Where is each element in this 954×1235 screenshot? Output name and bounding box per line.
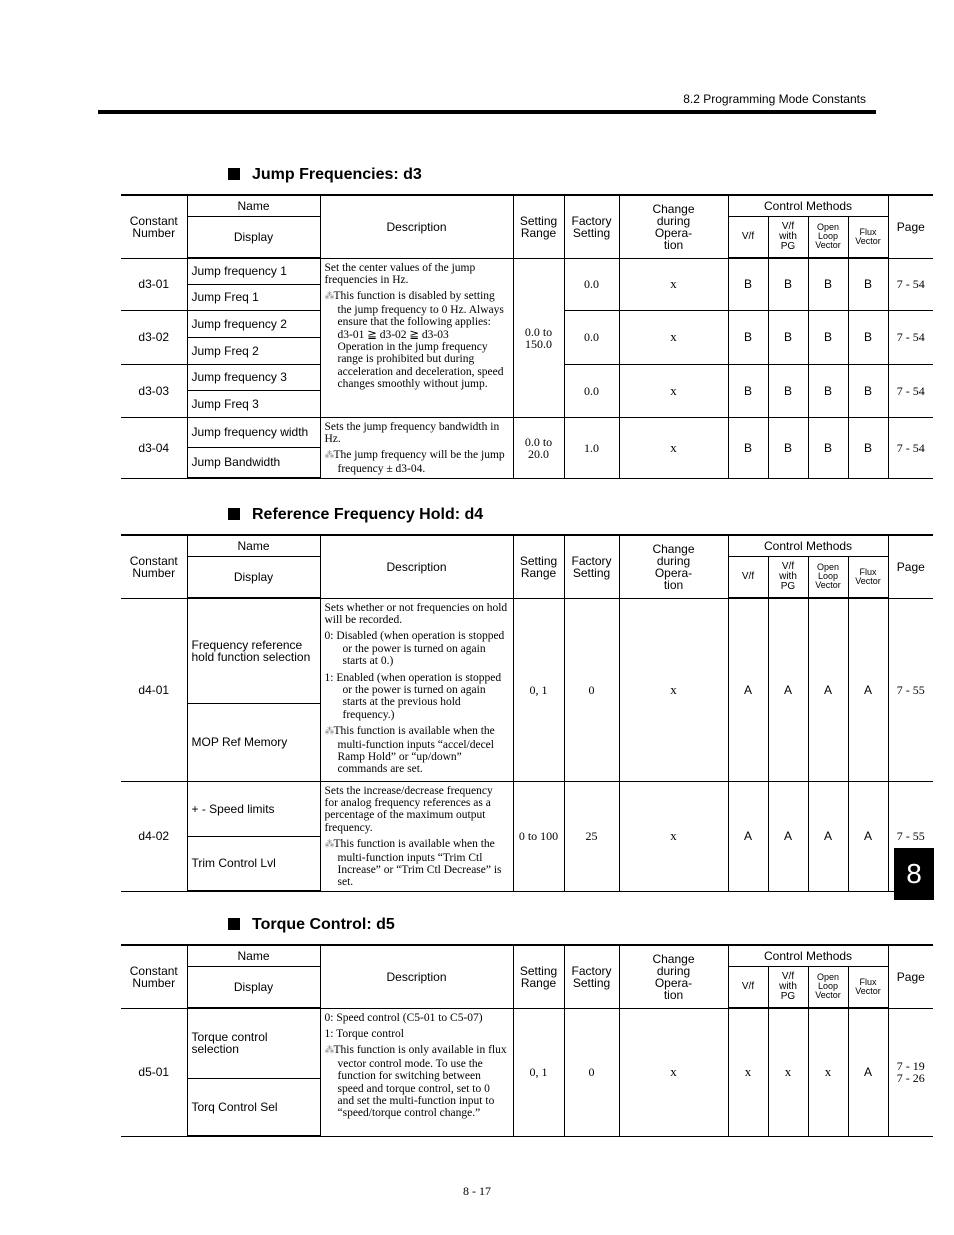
table-row — [121, 598, 933, 703]
change-during-operation: x — [619, 364, 728, 417]
note-text: ⁂This function is available when the multi-function inputs “Trim Ctl Increase” or “Trim Ctl Decrease” is set. — [324, 838, 502, 889]
access-open-loop-vector: A — [808, 598, 848, 781]
access-open-loop-vector: A — [808, 781, 848, 891]
parameter-name: + - Speed limits — [187, 781, 320, 836]
note-text: ⁂This function is only available in flux vector control mode. To use the function for switching between speed and torque control, set to 0 and set the multi-function input to “speed/torque control change.” — [324, 1044, 507, 1120]
note-icon: ⁂ — [324, 839, 334, 851]
vf-pg-header: V/f with PG — [768, 216, 808, 258]
setting-range-header: Setting Range — [513, 535, 564, 598]
section-bullet-icon — [228, 168, 240, 180]
option-text: 1: Enabled (when operation is stopped or the power is turned on again starts at the previous hold frequency.) — [324, 671, 502, 721]
change-during-operation: x — [619, 598, 728, 781]
page-reference: 7 - 55 — [888, 598, 933, 781]
note-icon: ⁂ — [324, 291, 334, 303]
table-row — [121, 781, 933, 836]
description-header: Description — [320, 945, 513, 1008]
factory-setting: 0.0 — [564, 258, 619, 310]
option-text: 1: Torque control — [324, 1027, 404, 1040]
access-flux-vector: A — [848, 598, 888, 781]
access-vf-pg: B — [768, 417, 808, 478]
section-title-d3 — [228, 166, 422, 184]
table-row — [121, 258, 933, 284]
vf-pg-header: V/f with PG — [768, 556, 808, 598]
access-flux-vector: B — [848, 258, 888, 310]
change-during-operation-header: Change during Opera- tion — [619, 535, 728, 598]
change-during-operation-header: Change during Opera- tion — [619, 195, 728, 258]
table-row — [121, 417, 933, 447]
access-vf: B — [728, 417, 768, 478]
section-title-d5 — [228, 916, 395, 934]
page-header: Page — [888, 535, 933, 598]
vf-header: V/f — [728, 556, 768, 598]
table-row — [121, 1008, 933, 1078]
description-cell — [320, 598, 513, 781]
access-flux-vector: B — [848, 417, 888, 478]
parameter-name: Torque control selection — [187, 1008, 320, 1078]
factory-setting: 0 — [564, 598, 619, 781]
section-bullet-icon — [228, 508, 240, 520]
access-open-loop-vector: x — [808, 1008, 848, 1136]
parameter-display: Jump Freq 1 — [187, 284, 320, 310]
parameter-display: Trim Control Lvl — [187, 836, 320, 891]
section-title-text: Jump Frequencies: d3 — [252, 166, 422, 183]
running-header: 8.2 Programming Mode Constants — [683, 92, 866, 106]
option-text: 0: Speed control (C5-01 to C5-07) — [324, 1011, 483, 1024]
note-formula: d3-01 ≧ d3-02 ≧ d3-03 — [337, 328, 449, 341]
torque-control-table — [121, 944, 933, 1137]
setting-range: 0, 1 — [513, 598, 564, 781]
note-icon: ⁂ — [324, 726, 334, 738]
flux-vector-header: Flux Vector — [848, 966, 888, 1008]
setting-range: 0, 1 — [513, 1008, 564, 1136]
note-text: ⁂The jump frequency will be the jump frequency ± d3-04. — [324, 449, 505, 475]
constant-number: d3-02 — [121, 310, 187, 364]
parameter-name: Jump frequency 1 — [187, 258, 320, 284]
reference-frequency-hold-table — [121, 534, 933, 892]
access-vf: B — [728, 310, 768, 364]
section-bullet-icon — [228, 918, 240, 930]
constant-number: d3-03 — [121, 364, 187, 417]
display-header: Display — [187, 216, 320, 258]
setting-range: 0 to 100 — [513, 781, 564, 891]
access-vf-pg: B — [768, 310, 808, 364]
flux-vector-header: Flux Vector — [848, 216, 888, 258]
factory-setting: 0.0 — [564, 310, 619, 364]
access-vf-pg: x — [768, 1008, 808, 1136]
description-cell — [320, 417, 513, 478]
access-open-loop-vector: B — [808, 310, 848, 364]
control-methods-header: Control Methods — [728, 535, 888, 556]
chapter-tab-marker: 8 — [894, 848, 934, 900]
name-header: Name — [187, 195, 320, 216]
constant-number-header: Constant Number — [121, 535, 187, 598]
access-flux-vector: A — [848, 781, 888, 891]
change-during-operation: x — [619, 417, 728, 478]
description-text: Sets whether or not frequencies on hold will be recorded. — [324, 601, 508, 626]
page-reference: 7 - 54 — [888, 258, 933, 310]
name-header: Name — [187, 945, 320, 966]
name-header: Name — [187, 535, 320, 556]
page-header: Page — [888, 195, 933, 258]
section-title-text: Torque Control: d5 — [252, 916, 395, 933]
change-during-operation: x — [619, 310, 728, 364]
page-reference: 7 - 54 — [888, 417, 933, 478]
setting-range: 0.0 to 20.0 — [513, 417, 564, 478]
open-loop-vector-header: Open Loop Vector — [808, 966, 848, 1008]
page-reference: 7 - 55 — [888, 781, 933, 891]
open-loop-vector-header: Open Loop Vector — [808, 556, 848, 598]
note-text: ⁂This function is disabled by setting the jump frequency to 0 Hz. Always ensure that the following applies: — [324, 290, 504, 329]
parameter-display: MOP Ref Memory — [187, 703, 320, 781]
factory-setting-header: Factory Setting — [564, 945, 619, 1008]
control-methods-header: Control Methods — [728, 945, 888, 966]
vf-pg-header: V/f with PG — [768, 966, 808, 1008]
access-vf: A — [728, 781, 768, 891]
display-header: Display — [187, 966, 320, 1008]
access-flux-vector: A — [848, 1008, 888, 1136]
page-header: Page — [888, 945, 933, 1008]
constant-number: d3-01 — [121, 258, 187, 310]
jump-frequencies-table — [121, 194, 933, 479]
flux-vector-header: Flux Vector — [848, 556, 888, 598]
parameter-name: Jump frequency 2 — [187, 310, 320, 337]
vf-header: V/f — [728, 966, 768, 1008]
access-vf-pg: B — [768, 258, 808, 310]
setting-range: 0.0 to 150.0 — [513, 258, 564, 417]
access-vf-pg: A — [768, 781, 808, 891]
factory-setting: 0 — [564, 1008, 619, 1136]
factory-setting: 1.0 — [564, 417, 619, 478]
note-text: ⁂This function is available when the multi-function inputs “accel/decel Ramp Hold” or “up/down” commands are set. — [324, 725, 495, 776]
setting-range-header: Setting Range — [513, 195, 564, 258]
page-reference: 7 - 54 — [888, 310, 933, 364]
vf-header: V/f — [728, 216, 768, 258]
access-flux-vector: B — [848, 364, 888, 417]
description-text: Set the center values of the jump frequencies in Hz. — [324, 261, 476, 286]
parameter-display: Jump Bandwidth — [187, 447, 320, 478]
description-text: Sets the increase/decrease frequency for analog frequency references as a percentage of the maximum output frequency. — [324, 784, 493, 834]
access-vf: B — [728, 364, 768, 417]
setting-range-header: Setting Range — [513, 945, 564, 1008]
change-during-operation-header: Change during Opera- tion — [619, 945, 728, 1008]
description-cell — [320, 781, 513, 891]
change-during-operation: x — [619, 781, 728, 891]
constant-number-header: Constant Number — [121, 195, 187, 258]
display-header: Display — [187, 556, 320, 598]
open-loop-vector-header: Open Loop Vector — [808, 216, 848, 258]
section-title-d4 — [228, 506, 483, 524]
page-reference: 7 - 19 7 - 26 — [888, 1008, 933, 1136]
constant-number: d4-01 — [121, 598, 187, 781]
parameter-display: Jump Freq 3 — [187, 390, 320, 417]
parameter-display: Torq Control Sel — [187, 1078, 320, 1136]
parameter-name: Jump frequency width — [187, 417, 320, 447]
factory-setting: 25 — [564, 781, 619, 891]
access-open-loop-vector: B — [808, 364, 848, 417]
page-reference: 7 - 54 — [888, 364, 933, 417]
note-icon: ⁂ — [324, 450, 334, 462]
description-text: Sets the jump frequency bandwidth in Hz. — [324, 420, 500, 445]
access-vf: B — [728, 258, 768, 310]
section-title-text: Reference Frequency Hold: d4 — [252, 506, 484, 523]
parameter-name: Frequency reference hold function selection — [187, 598, 320, 703]
page-number: 8 - 17 — [463, 1184, 491, 1198]
description-cell — [320, 258, 513, 417]
access-vf-pg: B — [768, 364, 808, 417]
parameter-name: Jump frequency 3 — [187, 364, 320, 390]
constant-number: d3-04 — [121, 417, 187, 478]
constant-number: d4-02 — [121, 781, 187, 891]
parameter-display: Jump Freq 2 — [187, 337, 320, 364]
factory-setting: 0.0 — [564, 364, 619, 417]
constant-number-header: Constant Number — [121, 945, 187, 1008]
description-header: Description — [320, 195, 513, 258]
change-during-operation: x — [619, 258, 728, 310]
access-vf: x — [728, 1008, 768, 1136]
description-header: Description — [320, 535, 513, 598]
access-flux-vector: B — [848, 310, 888, 364]
description-cell — [320, 1008, 513, 1136]
factory-setting-header: Factory Setting — [564, 535, 619, 598]
factory-setting-header: Factory Setting — [564, 195, 619, 258]
option-text: 0: Disabled (when operation is stopped or the power is turned on again starts at 0.) — [324, 630, 505, 668]
header-rule — [98, 110, 876, 114]
note-text: Operation in the jump frequency range is prohibited but during acceleration and deceleration, speed changes smoothly without jump. — [337, 340, 504, 391]
access-vf: A — [728, 598, 768, 781]
note-icon: ⁂ — [324, 1045, 334, 1057]
constant-number: d5-01 — [121, 1008, 187, 1136]
control-methods-header: Control Methods — [728, 195, 888, 216]
access-vf-pg: A — [768, 598, 808, 781]
change-during-operation: x — [619, 1008, 728, 1136]
access-open-loop-vector: B — [808, 258, 848, 310]
access-open-loop-vector: B — [808, 417, 848, 478]
